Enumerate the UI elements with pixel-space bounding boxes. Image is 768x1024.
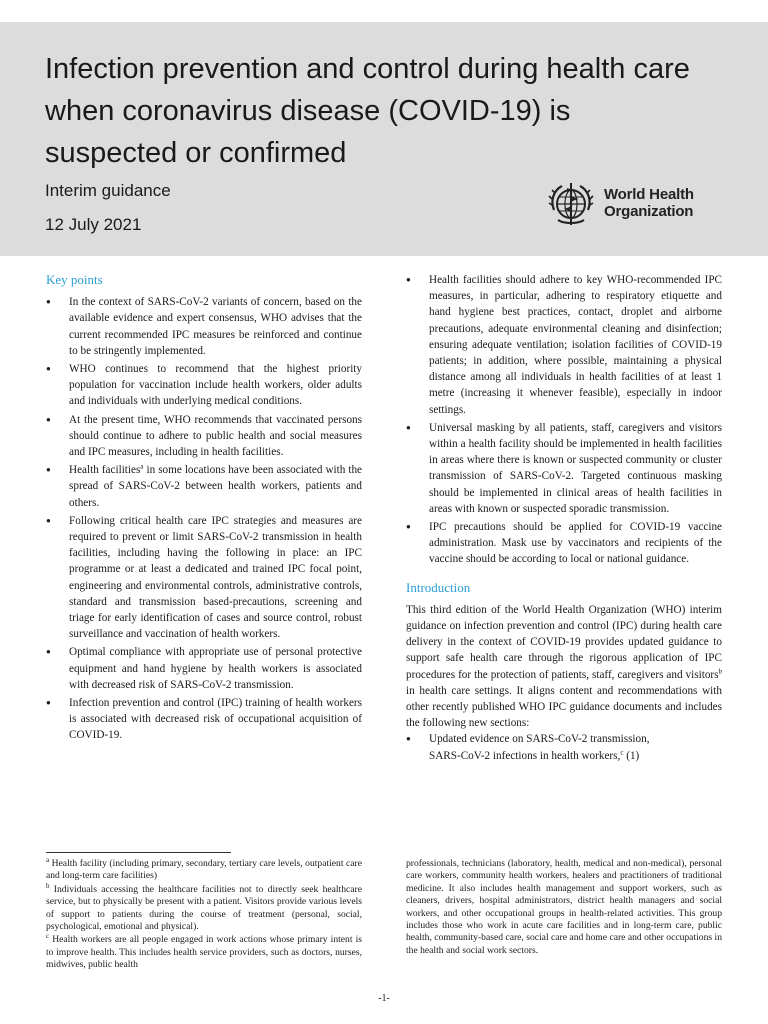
key-point-item: ● Infection prevention and control (IPC) training of health workers is associated with decreased risk of occupational acquisition of COVID-19. bbox=[46, 695, 362, 744]
introduction-heading: Introduction bbox=[406, 579, 471, 595]
key-point-item: ● At the present time, WHO recommends that vaccinated persons should continue to adhere to public health and social measures and IPC measures, including in health facilities. bbox=[46, 412, 362, 461]
document-date: 12 July 2021 bbox=[45, 215, 142, 234]
introduction-list bbox=[406, 731, 722, 763]
footnote-a-text: Health facility (including primary, secondary, tertiary care levels, outpatient care and long-term care facilities) bbox=[46, 858, 362, 882]
footnote-b bbox=[46, 881, 362, 934]
key-point-item bbox=[46, 462, 362, 511]
footnote-c-text: Health workers are all people engaged in work actions whose primary intent is to improve health. This includes health service providers, such as doctors, nurses, midwives, public health bbox=[46, 934, 362, 971]
key-point-lead: Health facilities bbox=[69, 464, 141, 477]
intro-text-part1: This third edition of the World Health Organization (WHO) interim guidance on infection prevention and control (IPC) during health care delivery in the context of COVID-19 provides updated guidance to support safe health care through the rigorous application of IPC procedures for the protection of patients, staff, caregivers and visitors bbox=[406, 603, 722, 681]
footnote-mark-a: a bbox=[46, 855, 50, 864]
left-column bbox=[46, 272, 362, 746]
footnotes-right bbox=[406, 858, 722, 958]
page-number: -1- bbox=[378, 993, 390, 1004]
key-point-rest: in some locations have been associated with the spread of SARS-CoV-2 between health workers, patients and others. bbox=[69, 464, 363, 509]
intro-item-ref: (1) bbox=[623, 749, 640, 762]
intro-item-line1: Updated evidence on SARS-CoV-2 transmission, bbox=[429, 733, 650, 746]
footnote-mark-b: b bbox=[46, 881, 50, 890]
intro-item-line2: SARS-CoV-2 infections in health workers, bbox=[429, 749, 621, 762]
footnote-ref-c: c bbox=[620, 747, 624, 756]
key-point-item: ● Following critical health care IPC strategies and measures are required to prevent or limit SARS-CoV-2 transmission in health facilities, including having the following in place: an IPC programme or at least a dedicated and trained IPC focal point, engineering and environmental controls, administrative controls, standard and transmission based-precautions, screening and triage for early identification of cases and source control, robust surveillance and vaccination of health workers. bbox=[46, 513, 362, 643]
footnote-ref-a: a bbox=[140, 462, 144, 471]
who-wordmark-line2: Organization bbox=[604, 203, 694, 220]
key-point-item: ● WHO continues to recommend that the highest priority population for vaccination include health workers, older adults and individuals with underlying medical conditions. bbox=[46, 361, 362, 410]
footnote-ref-b: b bbox=[718, 666, 722, 675]
who-emblem-icon bbox=[546, 180, 596, 228]
who-wordmark bbox=[604, 186, 694, 220]
key-points-list-continued bbox=[406, 272, 722, 568]
key-point-item: ● Health facilities should adhere to key WHO-recommended IPC measures, in particular, adhering to respiratory etiquette and hand hygiene best practices, contact, droplet and airborne precautions, adequate environmental cleaning and disinfection; ensuring adequate ventilation; isolation facilities of COVID-19 patients; in addition, where possible, maintaining a physical distance among all individuals in health facilities of at least 1 metre (increasing it whenever feasible), especially in indoor settings. bbox=[406, 272, 722, 418]
key-points-list bbox=[46, 294, 362, 743]
key-point-item: ● Optimal compliance with appropriate use of personal protective equipment and hand hygiene by health workers is associated with decreased risk of SARS-CoV-2 transmission. bbox=[46, 644, 362, 693]
document-title: Infection prevention and control during health care when coronavirus disease (COVID-19) is suspected or confirmed bbox=[45, 53, 690, 169]
who-wordmark-line1: World Health bbox=[604, 186, 694, 203]
footnote-divider bbox=[46, 852, 231, 853]
footnote-b-text: Individuals accessing the healthcare facilities not to directly seek healthcare service, but to physically be present with a patient. Visitors provide various levels of support to patients during the course of treatment (personal, social, psychological, emotional and physical). bbox=[46, 883, 362, 933]
introduction-paragraph bbox=[406, 602, 722, 732]
key-point-item: ● In the context of SARS-CoV-2 variants of concern, based on the available evidence and expert consensus, WHO advises that the current recommended IPC measures be reinforced and continue to be stringently implemented. bbox=[46, 294, 362, 359]
footnotes-left bbox=[46, 855, 362, 973]
footnote-a bbox=[46, 855, 362, 883]
footnote-mark-c: c bbox=[46, 932, 50, 941]
intro-list-item bbox=[406, 731, 722, 763]
right-column bbox=[406, 272, 722, 766]
key-points-heading: Key points bbox=[46, 272, 103, 287]
key-point-item: ● IPC precautions should be applied for COVID-19 vaccine administration. Mask use by vaccinators and recipients of the vaccine should be according to local or national guidance. bbox=[406, 519, 722, 568]
key-point-item: ● Universal masking by all patients, staff, caregivers and visitors within a health facility should be implemented in health facilities in areas where there is known or suspected community or cluster transmission of SARS-CoV-2. Targeted continuous masking should be implemented in clinical areas of health facilities in areas with known or suspected sporadic transmission. bbox=[406, 420, 722, 517]
document-subtitle: Interim guidance bbox=[45, 181, 171, 200]
who-logo bbox=[546, 180, 706, 230]
footnote-c bbox=[46, 934, 362, 971]
intro-text-part2: in health care settings. It aligns content and recommendations with other recently published WHO IPC guidance documents and includes the following new sections: bbox=[406, 684, 722, 730]
footnote-c-continued: professionals, technicians (laboratory, health, medical and non-medical), personal care workers, community health workers, healers and practitioners of traditional medicine. It also includes health management and support workers, such as cleaners, drivers, hospital administrators, district health managers and social workers, and other occupational groups in health-related activities. This group includes those who work in acute care facilities and in long-term care, public health, community-based care, social care and home care and other occupations in the health and social work sectors. bbox=[406, 858, 722, 956]
